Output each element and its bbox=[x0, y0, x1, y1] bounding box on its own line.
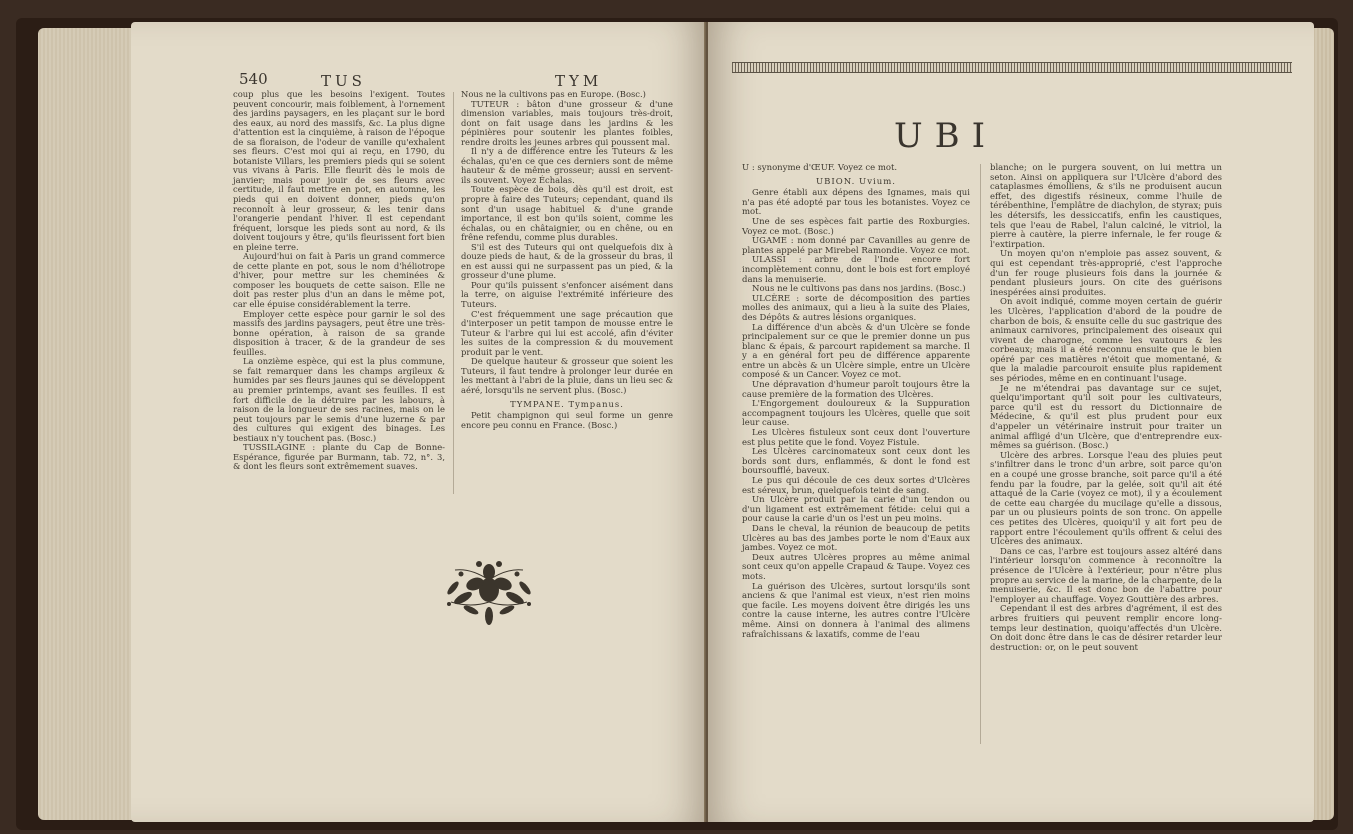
paragraph: Nous ne la cultivons pas en Europe. (Bosc.) bbox=[461, 89, 646, 99]
left-page-column-1 bbox=[233, 90, 445, 472]
paragraph: Petit champignon qui seul forme un genre encore peu connu en France. (Bosc.) bbox=[461, 410, 673, 430]
paragraph: ULASSI : arbre de l'Inde encore fort incomplètement connu, dont le bois est fort employé dans la menuiserie. bbox=[742, 255, 970, 285]
paragraph: Toute espèce de bois, dès qu'il est droit, est propre à faire des Tuteurs; cependant, quand ils sont d'un usage habituel & d'une grande importance, il est bon qu'ils soient, comme les échalas, ou en châtaignier, ou en chêne, ou en frêne refendu, comme plus durables. bbox=[461, 184, 673, 243]
paragraph: Cependant il est des arbres d'agrément, il est des arbres fruitiers qui peuvent remplir encore long-temps leur destination, quoiqu'affectés d'un Ulcère. On doit donc être dans le cas de désirer retarder leur destruction: or, on le peut souvent bbox=[990, 604, 1222, 653]
paragraph: Une dépravation d'humeur paroît toujours être la cause première de la formation des Ulcères. bbox=[742, 380, 970, 400]
paragraph: Le pus qui découle de ces deux sortes d'Ulcères est séreux, brun, quelquefois teint de sang. bbox=[742, 476, 970, 496]
paragraph: Il n'y a de différence entre les Tuteurs & les échalas, qu'en ce que ces derniers sont de même hauteur & de même grosseur; aussi en servent-ils souvent. Voyez Échalas. bbox=[461, 146, 673, 185]
paragraph: La guérison des Ulcères, surtout lorsqu'ils sont anciens & que l'animal est vieux, n'est rien moins que facile. Les moyens doivent être dirigés les uns contre la cause interne, les autres contre l'Ulcère même. Ainsi on donnera à l'animal des alimens rafraîchissans & laxatifs, comme de l'eau bbox=[742, 581, 970, 640]
right-page-edges bbox=[1312, 28, 1334, 820]
running-head-left: TUS bbox=[321, 72, 366, 90]
paragraph: Un Ulcère produit par la carie d'un tendon ou d'un ligament est extrêmement fétide: celui qui a pour cause la carie d'un os l'est un peu moins. bbox=[742, 495, 970, 525]
paragraph: coup plus que les besoins l'exigent. Toutes peuvent concourir, mais foiblement, à l'ornement des jardins paysagers, en les plaçant sur le bord des eaux, au nord des massifs, &c. La plus digne d'attention est la cinquième, à raison de l'époque de sa floraison, de l'odeur de vanille qu'exhalent ses fleurs. C'est moi qui ai reçu, en 1790, du botaniste Villars, les premiers pieds qui se soient vus vivans à Paris. Elle fleurit dès le mois de janvier; mais pour jouir de ses fleurs avec certitude, il faut mettre en pot, en automne, les pieds qui en doivent donner, pieds qu'on reconnoît à leur grosseur, & les tenir dans l'orangerie pendant l'hiver. Il est cependant fréquent, lorsque les pieds sont au nord, & ils doivent toujours y être, qu'ils fleurissent fort bien en pleine terre. bbox=[233, 89, 445, 252]
paragraph: blanche; on le purgera souvent, on lui mettra un seton. Ainsi on appliquera sur l'Ulcère d'abord des cataplasmes émolliens, & s'ils ne produisent aucun effet, des digestifs résineux, comme l'huile de térébenthine, l'emplâtre de diachylon, de styrax; puis les détersifs, les dessiccatifs, enfin les caustiques, tels que l'eau de Rabel, l'alun calciné, le vitriol, la pierre à cautère, la pierre infernale, le fer rouge & l'extirpation. bbox=[990, 163, 1222, 250]
paragraph: UGAME : nom donné par Cavanilles au genre de plantes appelé par Mirebel Ramondie. Voyez ce mot. bbox=[742, 236, 970, 256]
paragraph: S'il est des Tuteurs qui ont quelquefois dix à douze pieds de haut, & de la grosseur du bras, il en est aussi qui ne surpassent pas un pied, & la grosseur d'une plume. bbox=[461, 241, 673, 281]
paragraph: On avoit indiqué, comme moyen certain de guérir les Ulcères, l'application d'abord de la poudre de charbon de bois, & ensuite celle du suc gastrique des animaux carnivores, principalement des oiseaux qui vivent de charogne, comme les vautours & les corbeaux; mais il a été reconnu ensuite que le bien opéré par ces matières n'étoit que momentané, & que la maladie parcouroit ensuite plus rapidement ses périodes, même en en continuant l'usage. bbox=[990, 297, 1222, 385]
left-page-edges bbox=[38, 28, 132, 820]
left-page bbox=[131, 22, 706, 822]
paragraph: Dans le cheval, la réunion de beaucoup de petits Ulcères au bas des jambes porte le nom d'Eaux aux jambes. Voyez ce mot. bbox=[742, 523, 970, 554]
paragraph: Une de ses espèces fait partie des Roxburgies. Voyez ce mot. (Bosc.) bbox=[742, 216, 970, 237]
paragraph: TUTEUR : bâton d'une grosseur & d'une dimension variables, mais toujours très-droit, dont on fait usage dans les jardins & les pépinières pour soutenir les plantes foibles, rendre droits les jeunes arbres qui poussent mal. bbox=[461, 98, 673, 147]
paragraph: De quelque hauteur & grosseur que soient les Tuteurs, il faut tendre à prolonger leur durée en les mettant à l'abri de la pluie, dans un lieu sec & aéré, lorsqu'ils ne servent plus. (Bosc.) bbox=[461, 356, 673, 395]
paragraph: La différence d'un abcès & d'un Ulcère se fonde principalement sur ce que le premier donne un pus blanc & épais, & parcourt rapidement sa marche. Il y a en général fort peu de différence apparente entre un abcès & un Ulcère simple, entre un Ulcère composé & un Cancer. Voyez ce mot. bbox=[742, 322, 970, 381]
right-page-column-1 bbox=[742, 164, 970, 640]
column-divider bbox=[980, 164, 981, 744]
paragraph: Nous ne le cultivons pas dans nos jardins. (Bosc.) bbox=[752, 284, 966, 295]
decorative-header-rule bbox=[732, 62, 1292, 73]
paragraph: C'est fréquemment une sage précaution que d'interposer un petit tampon de mousse entre le Tuteur & l'arbre qui lui est accolé, afin d'éviter les suites de la compression & du mouvement produit par le vent. bbox=[461, 308, 673, 357]
paragraph: Employer cette espèce pour garnir le sol des massifs des jardins paysagers, peut être une très-bonne opération, à raison de sa grande disposition à tracer, & de la grandeur de ses feuilles. bbox=[233, 308, 445, 357]
paragraph: ULCÈRE : sorte de décomposition des parties molles des animaux, qui a lieu à la suite des Plaies, des Dépôts & autres lésions organiques. bbox=[742, 293, 970, 323]
right-page bbox=[708, 22, 1314, 822]
paragraph: Dans ce cas, l'arbre est toujours assez altéré dans l'intérieur lorsqu'on commence à reconnoître la présence de l'Ulcère à l'extérieur, pour n'être plus propre au service de la marine, de la charpente, de la menuiserie, &c. Il est donc bon de l'abattre pour l'employer au chauffage. Voyez Gouttière des arbres. bbox=[990, 546, 1222, 605]
paragraph: Pour qu'ils puissent s'enfoncer aisément dans la terre, on aiguise l'extrémité inférieure des Tuteurs. bbox=[461, 279, 673, 310]
paragraph: Ulcère des arbres. Lorsque l'eau des pluies peut s'infiltrer dans le tronc d'un arbre, soit parce qu'on en a coupé une grosse branche, soit parce qu'il a été fendu par la foudre, par la gelée, soit qu'il ait été attaqué de la Carie (voyez ce mot), il y a écoulement de cette eau chargée du mucilage qu'elle a dissous, par un ou plusieurs points de son tronc. On appelle ces petites des Ulcères, quoiqu'il y ait fort peu de rapport entre l'écoulement qu'ils offrent & celui des Ulcères des animaux. bbox=[990, 450, 1222, 548]
book-spread bbox=[16, 18, 1338, 830]
right-page-column-2 bbox=[990, 164, 1222, 653]
entry-heading: UBION. Uvium. bbox=[816, 176, 896, 187]
paragraph: Je ne m'étendrai pas davantage sur ce sujet, quelqu'important qu'il soit pour les cultivateurs, parce qu'il est du ressort du Dictionnaire de Médecine, & qu'il est plus prudent pour eux d'appeler un vétérinaire instruit pour traiter un animal affligé d'un Ulcère, que d'entreprendre eux-mêmes sa guérison. (Bosc.) bbox=[990, 383, 1222, 452]
section-title: UBI bbox=[894, 116, 998, 156]
paragraph: Les Ulcères carcinomateux sont ceux dont les bords sont durs, enflammés, & dont le fond est boursoufflé, baveux. bbox=[742, 447, 970, 477]
paragraph: Deux autres Ulcères propres au même animal sont ceux qu'on appelle Crapaud & Taupe. Voyez ces mots. bbox=[742, 552, 970, 582]
paragraph: U : synonyme d'ŒUF. Voyez ce mot. bbox=[742, 163, 898, 173]
left-page-column-2 bbox=[461, 90, 673, 430]
entry-heading: TYMPANE. Tympanus. bbox=[510, 398, 624, 409]
paragraph: La onzième espèce, qui est la plus commune, se fait remarquer dans les champs argileux & humides par ses fleurs jaunes qui se développent au premier printemps, avant ses feuilles. Il est fort difficile de la détruire par les labours, à raison de la longueur de ses racines, mais on le peut toujours par le semis d'une luzerne & par des cultures qui exigent des binages. Les bestiaux n'y touchent pas. (Bosc.) bbox=[233, 356, 445, 443]
column-divider bbox=[453, 92, 454, 494]
page-number: 540 bbox=[239, 70, 268, 88]
floral-vignette-ornament bbox=[441, 550, 537, 628]
paragraph: Les Ulcères fistuleux sont ceux dont l'ouverture est plus petite que le fond. Voyez Fistule. bbox=[742, 428, 970, 448]
paragraph: TUSSILAGINE : plante du Cap de Bonne-Espérance, figurée par Burmann, tab. 72, n°. 3, & dont les fleurs sont extrêmement suaves. bbox=[233, 442, 445, 472]
running-head-right: TYM bbox=[555, 72, 603, 90]
paragraph: Un moyen qu'on n'emploie pas assez souvent, & qui est cependant très-approprié, c'est l'approche d'un fer rouge plusieurs fois dans la journée & pendant plusieurs jours. On cite des guérisons inespérées ainsi produites. bbox=[990, 249, 1222, 298]
paragraph: Aujourd'hui on fait à Paris un grand commerce de cette plante en pot, sous le nom d'héliotrope d'hiver, pour mettre sur les cheminées & composer les bouquets de cette saison. Elle ne doit pas rester plus d'un an dans le même pot, car elle épuise considérablement la terre. bbox=[233, 251, 445, 310]
paragraph: L'Engorgement douloureux & la Suppuration accompagnent toujours les Ulcères, quelle que soit leur cause. bbox=[742, 399, 970, 429]
paragraph: Genre établi aux dépens des Ignames, mais qui n'a pas été adopté par tous les botanistes. Voyez ce mot. bbox=[742, 188, 970, 218]
